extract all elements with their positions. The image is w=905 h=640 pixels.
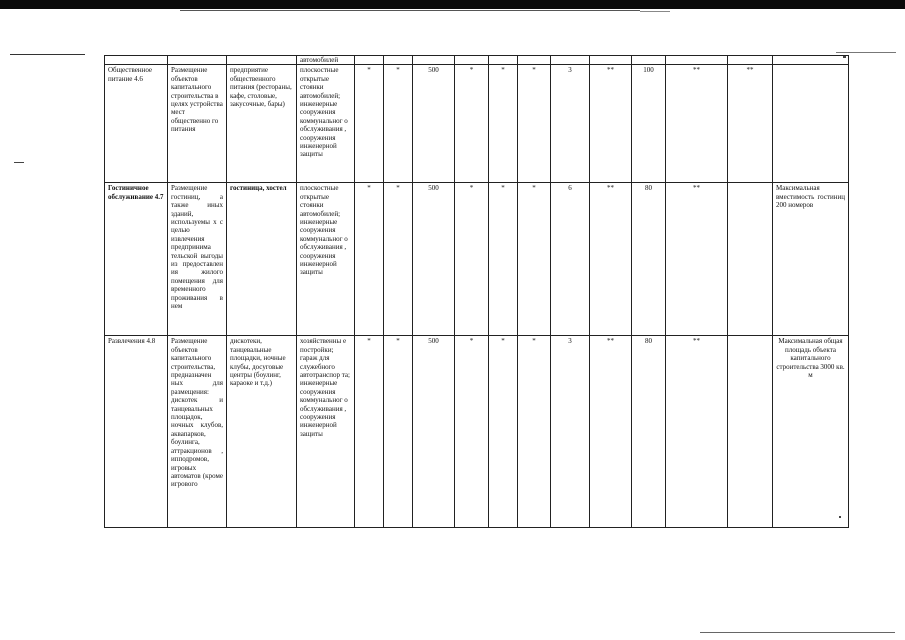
- table-cell: [728, 56, 773, 65]
- param-cell: 100: [632, 65, 666, 183]
- use-description-cell: Размещение гостиниц, а также иных зданий, используемы х с целью извлечения предпринима тельской выгоды из предоставлен ия жилого помещения для временного проживания в нем: [168, 183, 227, 336]
- table-cell: [632, 56, 666, 65]
- table-cell: [355, 56, 384, 65]
- table-cell: [518, 56, 551, 65]
- use-name-cell: Гостиничное обслуживание 4.7: [105, 183, 168, 336]
- table-cell: [413, 56, 455, 65]
- scan-artifact-line: [700, 632, 895, 633]
- param-cell: **: [666, 65, 728, 183]
- scan-artifact-line: [180, 10, 640, 11]
- param-cell: [728, 336, 773, 528]
- param-cell: *: [489, 336, 518, 528]
- notes-cell: [773, 65, 849, 183]
- scan-speck: [14, 162, 24, 163]
- param-cell: *: [455, 336, 489, 528]
- param-cell: *: [384, 336, 413, 528]
- table-row-hotel-services: [105, 183, 849, 336]
- param-cell: **: [666, 336, 728, 528]
- table-cell: [455, 56, 489, 65]
- param-cell: 500: [413, 336, 455, 528]
- use-description-cell: Размещение объектов капитального строительства в целях устройства мест общественно го питания: [168, 65, 227, 183]
- scan-artifact-line: [836, 52, 896, 53]
- table-row-continuation: [105, 56, 849, 65]
- table-cell: [666, 56, 728, 65]
- param-cell: *: [355, 183, 384, 336]
- param-cell: [728, 183, 773, 336]
- param-cell: 6: [551, 183, 590, 336]
- param-cell: **: [728, 65, 773, 183]
- use-examples-cell: предприятие общественного питания (рестораны, кафе, столовые, закусочные, бары): [227, 65, 297, 183]
- param-cell: *: [518, 183, 551, 336]
- aux-use-cell: плоскостные открытые стоянки автомобилей; инженерные сооружения коммунальног о обслуживания , сооружения инженерной защиты: [297, 183, 355, 336]
- param-cell: *: [384, 65, 413, 183]
- scan-artifact-line: [640, 11, 670, 12]
- use-name-cell: Развлечения 4.8: [105, 336, 168, 528]
- use-description-cell: Размещение объектов капитального строительства, предназначен ных для размещения: дискотек и танцевальных площадок, ночных клубов, аквапарков, боулинга, аттракционов , ипподромов, игровых автоматов (кроме игрового: [168, 336, 227, 528]
- table-row-entertainment: [105, 336, 849, 528]
- table-cell: [105, 56, 168, 65]
- scan-top-border: [0, 0, 905, 9]
- param-cell: *: [518, 336, 551, 528]
- table-cell: [590, 56, 632, 65]
- table-cell: [551, 56, 590, 65]
- param-cell: *: [455, 65, 489, 183]
- table-cell: [227, 56, 297, 65]
- table-cell: [489, 56, 518, 65]
- param-cell: 500: [413, 65, 455, 183]
- land-use-table: [104, 55, 849, 528]
- table-cell: [168, 56, 227, 65]
- param-cell: **: [590, 336, 632, 528]
- table-cell: [384, 56, 413, 65]
- table-cell: автомобилей: [297, 56, 355, 65]
- param-cell: *: [384, 183, 413, 336]
- param-cell: *: [489, 65, 518, 183]
- param-cell: **: [590, 183, 632, 336]
- param-cell: *: [355, 65, 384, 183]
- notes-cell: Максимальная вместимость гостиниц 200 номеров: [773, 183, 849, 336]
- param-cell: **: [590, 65, 632, 183]
- param-cell: **: [666, 183, 728, 336]
- use-examples-cell: гостиница, хостел: [227, 183, 297, 336]
- param-cell: 80: [632, 183, 666, 336]
- aux-use-cell: хозяйственны е постройки; гараж для служебного автотранспор та; инженерные сооружения коммунальног о обслуживания , сооружения инженерной защиты: [297, 336, 355, 528]
- use-name-cell: Общественное питание 4.6: [105, 65, 168, 183]
- aux-use-cell: плоскостные открытые стоянки автомобилей; инженерные сооружения коммунальног о обслуживания , сооружения инженерной защиты: [297, 65, 355, 183]
- table-row-public-catering: [105, 65, 849, 183]
- param-cell: 80: [632, 336, 666, 528]
- table-cell: [773, 56, 849, 65]
- param-cell: *: [455, 183, 489, 336]
- param-cell: *: [518, 65, 551, 183]
- notes-cell: Максимальная общая площадь объекта капитального строительства 3000 кв. м: [773, 336, 849, 528]
- scan-artifact-line: [10, 54, 85, 55]
- param-cell: *: [355, 336, 384, 528]
- param-cell: 500: [413, 183, 455, 336]
- use-examples-cell: дискотеки, танцевальные площадки, ночные клубы, досуговые центры (боулинг, караоке и т.д.): [227, 336, 297, 528]
- param-cell: 3: [551, 336, 590, 528]
- param-cell: *: [489, 183, 518, 336]
- param-cell: 3: [551, 65, 590, 183]
